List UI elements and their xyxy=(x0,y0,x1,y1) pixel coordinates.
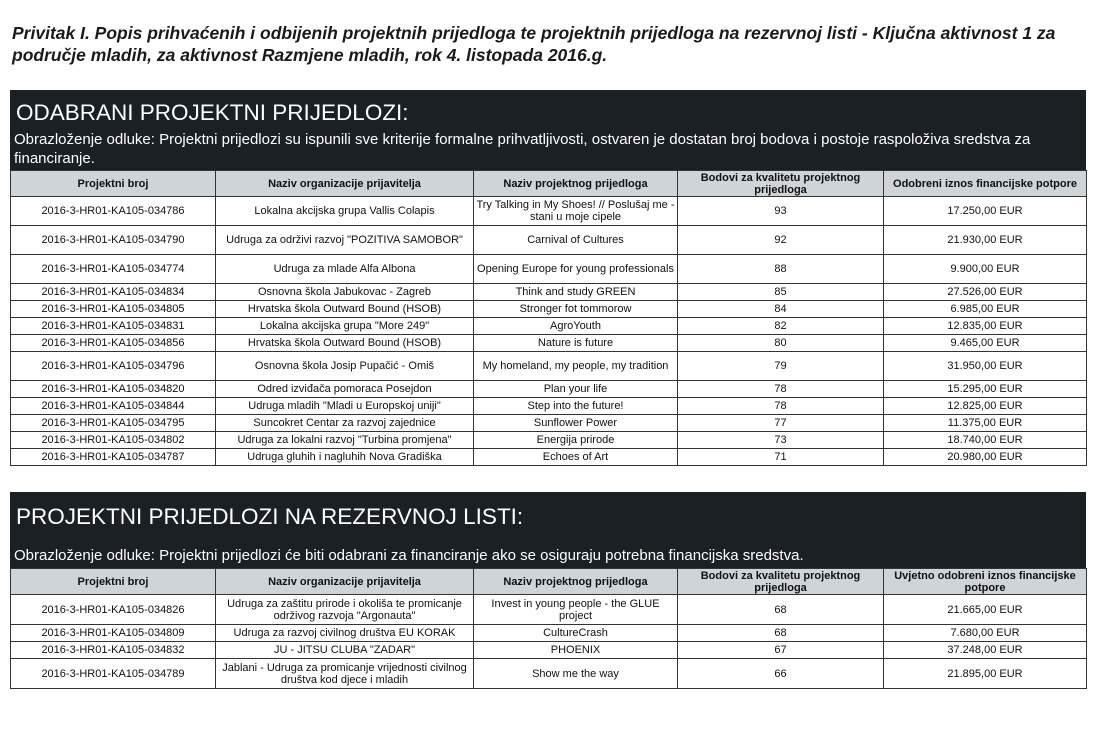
cell-organization: Udruga za održivi razvoj "POZITIVA SAMOBOR" xyxy=(216,226,474,255)
section-header xyxy=(10,492,1086,568)
cell-amount: 18.740,00 EUR xyxy=(884,432,1087,449)
cell-project-name: Nature is future xyxy=(474,335,678,352)
cell-points: 68 xyxy=(678,595,884,625)
section-header xyxy=(10,90,1086,170)
table-row xyxy=(11,415,1087,432)
cell-project-number: 2016-3-HR01-KA105-034786 xyxy=(11,197,216,226)
cell-organization: Lokalna akcijska grupa "More 249" xyxy=(216,318,474,335)
cell-points: 82 xyxy=(678,318,884,335)
cell-organization: Odred izviđača pomoraca Posejdon xyxy=(216,381,474,398)
cell-project-number: 2016-3-HR01-KA105-034844 xyxy=(11,398,216,415)
table-row xyxy=(11,284,1087,301)
column-header-quality-points: Bodovi za kvalitetu projektnog prijedloga xyxy=(678,569,884,595)
cell-project-name: Show me the way xyxy=(474,659,678,689)
column-header-approved-amount: Odobreni iznos financijske potpore xyxy=(884,171,1087,197)
cell-points: 78 xyxy=(678,398,884,415)
table-row xyxy=(11,595,1087,625)
cell-amount: 21.895,00 EUR xyxy=(884,659,1087,689)
cell-project-number: 2016-3-HR01-KA105-034802 xyxy=(11,432,216,449)
column-header-organization: Naziv organizacije prijavitelja xyxy=(216,171,474,197)
cell-project-name: Try Talking in My Shoes! // Poslušaj me - stani u moje cipele xyxy=(474,197,678,226)
cell-organization: Osnovna škola Josip Pupačić - Omiš xyxy=(216,352,474,381)
cell-amount: 27.526,00 EUR xyxy=(884,284,1087,301)
cell-project-number: 2016-3-HR01-KA105-034805 xyxy=(11,301,216,318)
cell-project-name: My homeland, my people, my tradition xyxy=(474,352,678,381)
table-row xyxy=(11,318,1087,335)
cell-organization: Hrvatska škola Outward Bound (HSOB) xyxy=(216,301,474,318)
cell-project-number: 2016-3-HR01-KA105-034834 xyxy=(11,284,216,301)
decision-note: Obrazloženje odluke: Projektni prijedlozi su ispunili sve kriterije formalne prihvatljivosti, ostvaren je dostatan broj bodova i postoje raspoloživa sredstva za financiranje. xyxy=(14,131,1031,167)
cell-points: 66 xyxy=(678,659,884,689)
cell-project-number: 2016-3-HR01-KA105-034796 xyxy=(11,352,216,381)
cell-amount: 21.665,00 EUR xyxy=(884,595,1087,625)
table-row xyxy=(11,659,1087,689)
column-header-conditional-amount: Uvjetno odobreni iznos financijske potpore xyxy=(884,569,1087,595)
section-heading: PROJEKTNI PRIJEDLOZI NA REZERVNOJ LISTI: xyxy=(16,504,524,529)
column-header-project-number: Projektni broj xyxy=(11,171,216,197)
column-header-project-name: Naziv projektnog prijedloga xyxy=(474,569,678,595)
cell-organization: Udruga mladih "Mladi u Europskoj uniji" xyxy=(216,398,474,415)
cell-points: 68 xyxy=(678,625,884,642)
cell-amount: 6.985,00 EUR xyxy=(884,301,1087,318)
cell-points: 92 xyxy=(678,226,884,255)
decision-note: Obrazloženje odluke: Projektni prijedlozi će biti odabrani za financiranje ako se osiguraju potrebna financijska sredstva. xyxy=(14,547,804,564)
cell-points: 73 xyxy=(678,432,884,449)
cell-project-number: 2016-3-HR01-KA105-034789 xyxy=(11,659,216,689)
cell-project-number: 2016-3-HR01-KA105-034820 xyxy=(11,381,216,398)
cell-organization: Udruga za lokalni razvoj "Turbina promjena" xyxy=(216,432,474,449)
table-row xyxy=(11,255,1087,284)
table-row xyxy=(11,226,1087,255)
cell-project-name: Opening Europe for young professionals xyxy=(474,255,678,284)
cell-points: 85 xyxy=(678,284,884,301)
cell-points: 93 xyxy=(678,197,884,226)
cell-organization: Suncokret Centar za razvoj zajednice xyxy=(216,415,474,432)
table-row xyxy=(11,642,1087,659)
cell-points: 79 xyxy=(678,352,884,381)
cell-project-number: 2016-3-HR01-KA105-034826 xyxy=(11,595,216,625)
cell-points: 71 xyxy=(678,449,884,466)
document-title: Privitak I. Popis prihvaćenih i odbijenih projektnih prijedloga te projektnih prijedloga na rezervnoj listi - Ključna aktivnost 1 za područje mladih, za aktivnost Razmjene mladih, rok 4. listopada 2016.g. xyxy=(12,23,1056,65)
table-header-row xyxy=(11,171,1087,197)
cell-amount: 37.248,00 EUR xyxy=(884,642,1087,659)
cell-amount: 31.950,00 EUR xyxy=(884,352,1087,381)
cell-project-name: Stronger fot tommorow xyxy=(474,301,678,318)
cell-project-number: 2016-3-HR01-KA105-034795 xyxy=(11,415,216,432)
cell-project-name: Plan your life xyxy=(474,381,678,398)
cell-amount: 20.980,00 EUR xyxy=(884,449,1087,466)
cell-points: 78 xyxy=(678,381,884,398)
table-row xyxy=(11,335,1087,352)
cell-project-name: Energija prirode xyxy=(474,432,678,449)
cell-organization: Jablani - Udruga za promicanje vrijednosti civilnog društva kod djece i mladih xyxy=(216,659,474,689)
cell-project-number: 2016-3-HR01-KA105-034856 xyxy=(11,335,216,352)
cell-project-number: 2016-3-HR01-KA105-034787 xyxy=(11,449,216,466)
cell-organization: Udruga gluhih i nagluhih Nova Gradiška xyxy=(216,449,474,466)
cell-points: 88 xyxy=(678,255,884,284)
cell-amount: 12.835,00 EUR xyxy=(884,318,1087,335)
cell-organization: Lokalna akcijska grupa Vallis Colapis xyxy=(216,197,474,226)
table-row xyxy=(11,432,1087,449)
cell-organization: Osnovna škola Jabukovac - Zagreb xyxy=(216,284,474,301)
column-header-project-number: Projektni broj xyxy=(11,569,216,595)
cell-amount: 9.465,00 EUR xyxy=(884,335,1087,352)
cell-project-name: Sunflower Power xyxy=(474,415,678,432)
cell-amount: 21.930,00 EUR xyxy=(884,226,1087,255)
table-row xyxy=(11,197,1087,226)
table-row xyxy=(11,398,1087,415)
cell-project-number: 2016-3-HR01-KA105-034809 xyxy=(11,625,216,642)
cell-project-name: Echoes of Art xyxy=(474,449,678,466)
cell-points: 80 xyxy=(678,335,884,352)
table-row xyxy=(11,301,1087,318)
cell-points: 84 xyxy=(678,301,884,318)
selected-proposals-section xyxy=(10,90,1086,466)
cell-organization: Hrvatska škola Outward Bound (HSOB) xyxy=(216,335,474,352)
cell-amount: 17.250,00 EUR xyxy=(884,197,1087,226)
cell-project-number: 2016-3-HR01-KA105-034831 xyxy=(11,318,216,335)
table-row xyxy=(11,625,1087,642)
column-header-organization: Naziv organizacije prijavitelja xyxy=(216,569,474,595)
table-row xyxy=(11,449,1087,466)
cell-points: 67 xyxy=(678,642,884,659)
selected-proposals-table xyxy=(10,170,1087,466)
reserve-proposals-table xyxy=(10,568,1087,689)
cell-project-name: Step into the future! xyxy=(474,398,678,415)
table-row xyxy=(11,381,1087,398)
cell-points: 77 xyxy=(678,415,884,432)
cell-project-name: CultureCrash xyxy=(474,625,678,642)
cell-project-name: AgroYouth xyxy=(474,318,678,335)
cell-project-name: Invest in young people - the GLUE project xyxy=(474,595,678,625)
section-heading: ODABRANI PROJEKTNI PRIJEDLOZI: xyxy=(16,100,409,125)
cell-amount: 15.295,00 EUR xyxy=(884,381,1087,398)
column-header-project-name: Naziv projektnog prijedloga xyxy=(474,171,678,197)
cell-organization: Udruga za zaštitu prirode i okoliša te promicanje održivog razvoja "Argonauta" xyxy=(216,595,474,625)
cell-amount: 12.825,00 EUR xyxy=(884,398,1087,415)
reserve-list-section xyxy=(10,492,1086,689)
cell-project-number: 2016-3-HR01-KA105-034774 xyxy=(11,255,216,284)
cell-amount: 11.375,00 EUR xyxy=(884,415,1087,432)
cell-amount: 7.680,00 EUR xyxy=(884,625,1087,642)
cell-project-name: Carnival of Cultures xyxy=(474,226,678,255)
cell-project-name: PHOENIX xyxy=(474,642,678,659)
cell-organization: Udruga za mlade Alfa Albona xyxy=(216,255,474,284)
cell-amount: 9.900,00 EUR xyxy=(884,255,1087,284)
cell-project-number: 2016-3-HR01-KA105-034790 xyxy=(11,226,216,255)
table-row xyxy=(11,352,1087,381)
cell-project-name: Think and study GREEN xyxy=(474,284,678,301)
table-header-row xyxy=(11,569,1087,595)
column-header-quality-points: Bodovi za kvalitetu projektnog prijedloga xyxy=(678,171,884,197)
cell-organization: Udruga za razvoj civilnog društva EU KORAK xyxy=(216,625,474,642)
cell-project-number: 2016-3-HR01-KA105-034832 xyxy=(11,642,216,659)
cell-organization: JU - JITSU CLUBA "ZADAR" xyxy=(216,642,474,659)
